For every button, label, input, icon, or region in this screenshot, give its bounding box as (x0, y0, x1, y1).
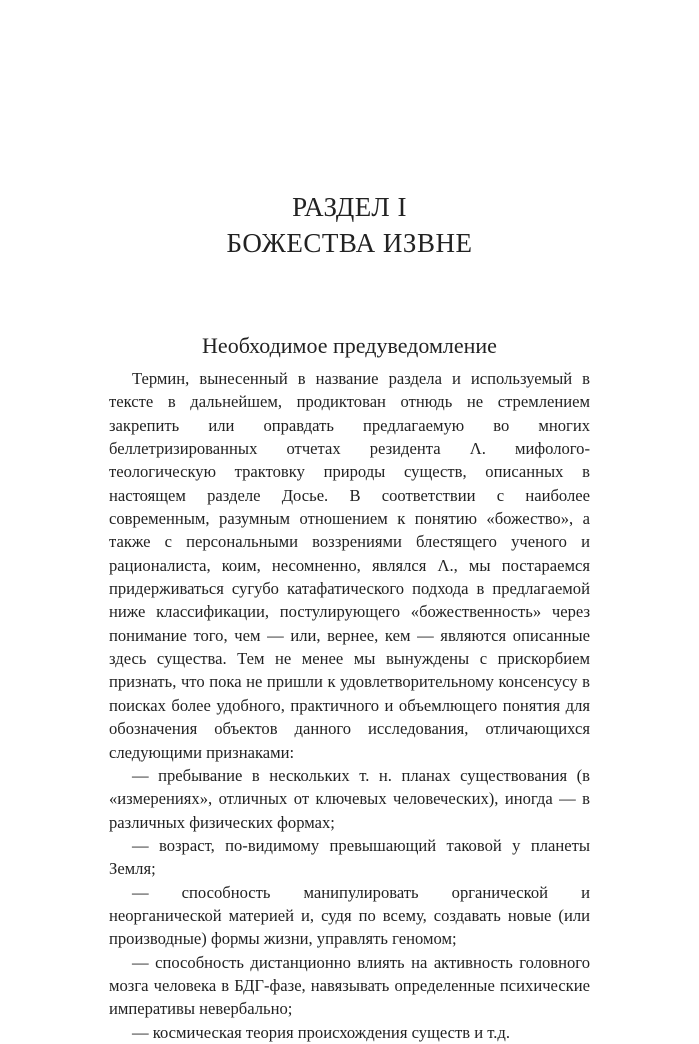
list-item: — космическая теория происхождения существ и т.д. (132, 1022, 510, 1042)
body-text (109, 367, 590, 1044)
list-item: — способность манипулировать органической и неорганической материей и, судя по всему, создавать новые (или производные) формы жизни, управлять геномом; (109, 882, 590, 949)
list-item: — возраст, по-видимому превышающий таковой у планеты Земля; (109, 835, 590, 879)
list-item: — пребывание в нескольких т. н. планах существования (в «измерениях», отличных от ключевых человеческих), иногда — в различных физических формах; (109, 765, 590, 832)
part-label: РАЗДЕЛ I (292, 192, 407, 222)
section-heading: Необходимое предуведомление (202, 333, 497, 358)
part-title: БОЖЕСТВА ИЗВНЕ (226, 228, 473, 258)
list-item: — способность дистанционно влиять на активность головного мозга человека в БДГ-фазе, навязывать определенные психические императивы невербально; (109, 952, 590, 1019)
intro-paragraph: Термин, вынесенный в название раздела и используемый в тексте в дальнейшем, продиктован отнюдь не стремлением закрепить или оправдать предлагаемую во многих беллетризированных отчетах резидента Λ. мифолого-теологическую трактовку природы существ, описанных в настоящем разделе Досье. В соответствии с наиболее современным, разумным отношением к понятию «божество», а также с персональными воззрениями блестящего ученого и рационалиста, коим, несомненно, являлся Λ., мы постараемся придерживаться сугубо катафатического подхода в предлагаемой ниже классификации, постулирующего «божественность» через понимание того, чем — или, вернее, кем — являются описанные здесь существа. Тем не менее мы вынуждены с прискорбием признать, что пока не пришли к удовлетворительному консенсусу в поисках более удобного, практичного и объемлющего понятия для обозначения объектов данного исследования, отличающихся следующими признаками: (109, 369, 590, 762)
